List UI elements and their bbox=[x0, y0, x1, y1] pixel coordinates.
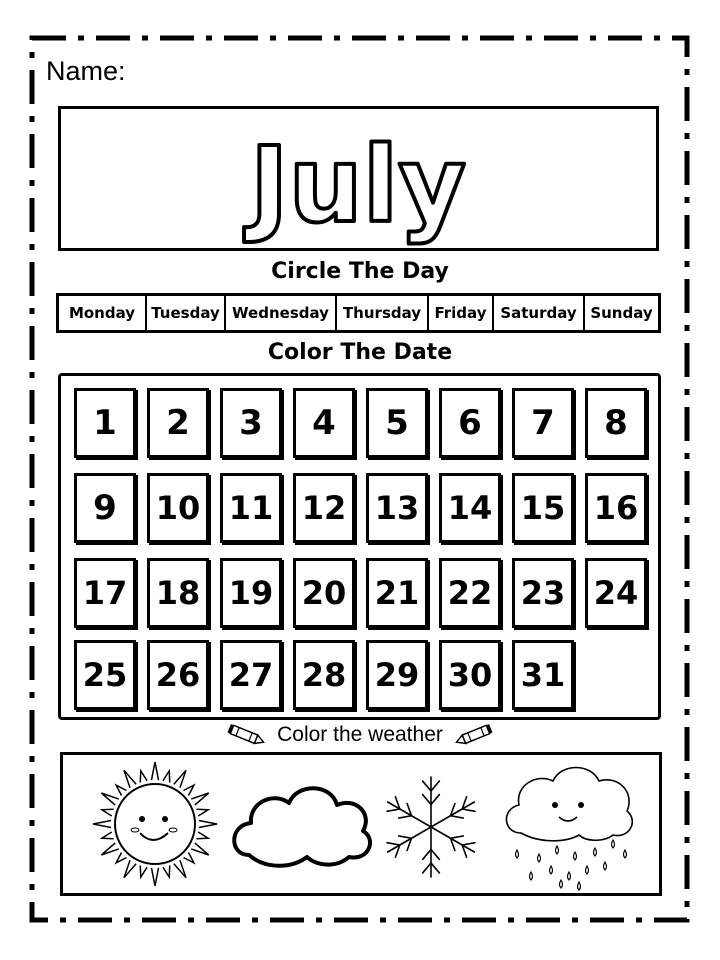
days-of-week-row bbox=[56, 293, 661, 333]
date-cell[interactable]: 25 bbox=[74, 640, 136, 710]
date-cell[interactable]: 29 bbox=[366, 640, 428, 710]
snowflake-icon[interactable] bbox=[381, 769, 481, 885]
weather-box bbox=[60, 752, 662, 896]
dates-grid bbox=[58, 373, 661, 720]
date-cell[interactable]: 11 bbox=[220, 473, 282, 543]
date-cell[interactable]: 27 bbox=[220, 640, 282, 710]
date-cell[interactable]: 12 bbox=[293, 473, 355, 543]
rain-cloud-icon[interactable] bbox=[499, 759, 639, 893]
date-cell[interactable]: 30 bbox=[439, 640, 501, 710]
date-cell[interactable]: 10 bbox=[147, 473, 209, 543]
day-cell-sunday[interactable]: Sunday bbox=[590, 304, 653, 322]
day-cell-monday[interactable]: Monday bbox=[59, 296, 147, 330]
date-cell[interactable]: 22 bbox=[439, 558, 501, 628]
date-cell[interactable]: 13 bbox=[366, 473, 428, 543]
day-cell-saturday[interactable]: Saturday bbox=[494, 296, 585, 330]
date-cell[interactable]: 8 bbox=[585, 388, 647, 458]
date-cell[interactable]: 15 bbox=[512, 473, 574, 543]
date-cell[interactable]: 18 bbox=[147, 558, 209, 628]
date-cell[interactable]: 23 bbox=[512, 558, 574, 628]
name-label: Name: bbox=[46, 56, 126, 86]
month-title-box bbox=[58, 106, 659, 251]
day-cell-friday[interactable]: Friday bbox=[429, 296, 494, 330]
month-title bbox=[61, 109, 656, 248]
date-cell[interactable]: 14 bbox=[439, 473, 501, 543]
sun-icon[interactable] bbox=[85, 757, 225, 891]
color-date-heading: Color The Date bbox=[267, 340, 453, 365]
date-cell[interactable]: 4 bbox=[293, 388, 355, 458]
color-weather-text: Color the weather bbox=[277, 723, 443, 746]
date-cell[interactable]: 31 bbox=[512, 640, 574, 710]
date-cell[interactable]: 20 bbox=[293, 558, 355, 628]
date-cell[interactable]: 24 bbox=[585, 558, 647, 628]
day-cell-wednesday[interactable]: Wednesday bbox=[226, 296, 337, 330]
date-cell[interactable]: 9 bbox=[74, 473, 136, 543]
circle-day-heading: Circle The Day bbox=[271, 259, 449, 284]
crayon-icon bbox=[451, 724, 495, 746]
date-cell[interactable]: 26 bbox=[147, 640, 209, 710]
month-title-text: July bbox=[249, 124, 467, 246]
date-cell[interactable]: 1 bbox=[74, 388, 136, 458]
date-cell[interactable]: 19 bbox=[220, 558, 282, 628]
date-cell[interactable]: 7 bbox=[512, 388, 574, 458]
cloud-icon[interactable] bbox=[229, 777, 375, 873]
date-cell[interactable]: 17 bbox=[74, 558, 136, 628]
color-weather-heading bbox=[0, 723, 720, 747]
date-cell[interactable]: 28 bbox=[293, 640, 355, 710]
day-cell-thursday[interactable]: Thursday bbox=[337, 296, 429, 330]
day-cell-tuesday[interactable]: Tuesday bbox=[147, 296, 226, 330]
date-cell[interactable]: 3 bbox=[220, 388, 282, 458]
date-cell[interactable]: 16 bbox=[585, 473, 647, 543]
crayon-icon bbox=[225, 724, 269, 746]
date-cell[interactable]: 6 bbox=[439, 388, 501, 458]
date-cell[interactable]: 21 bbox=[366, 558, 428, 628]
date-cell[interactable]: 2 bbox=[147, 388, 209, 458]
date-cell[interactable]: 5 bbox=[366, 388, 428, 458]
